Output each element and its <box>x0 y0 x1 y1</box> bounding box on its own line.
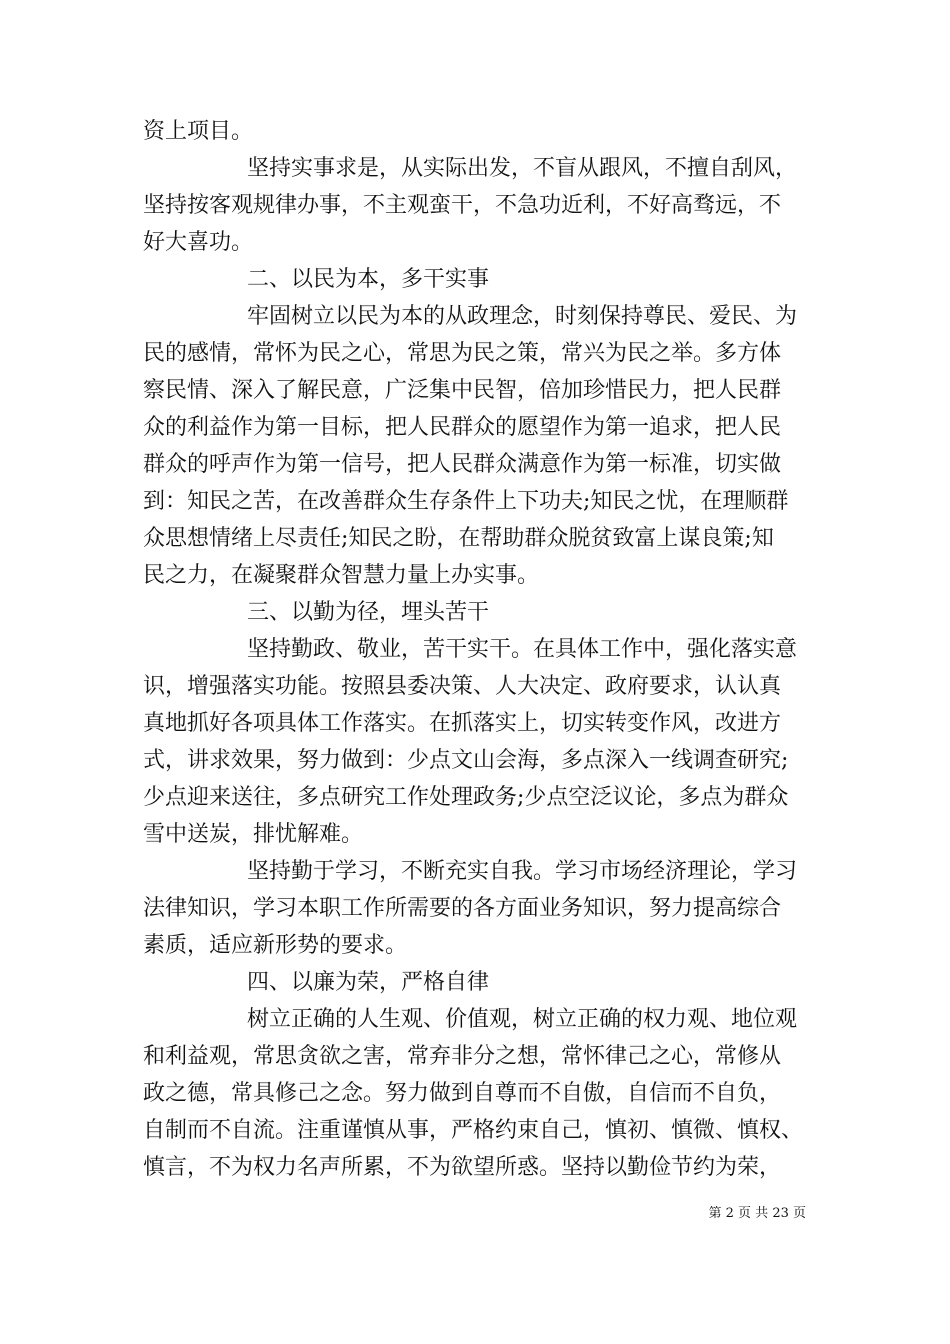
text-line: 自制而不自流。注重谨慎从事，严格约束自己，慎初、慎微、慎权、 <box>143 1118 804 1143</box>
text-line: 政之德，常具修己之念。努力做到自尊而不自傲，自信而不自负， <box>143 1081 782 1106</box>
text-line: 素质，适应新形势的要求。 <box>143 933 408 958</box>
text-line: 民的感情，常怀为民之心，常思为民之策，常兴为民之举。多方体 <box>143 341 782 366</box>
paragraph-first-line: 树立正确的人生观、价值观，树立正确的权力观、地位观 <box>247 1007 798 1032</box>
page-number: 第 2 页 共 23 页 <box>708 1206 806 1221</box>
text-line: 众的利益作为第一目标，把人民群众的愿望作为第一追求，把人民 <box>143 415 782 440</box>
document-body <box>143 113 813 1186</box>
text-line: 坚持按客观规律办事，不主观蛮干，不急功近利，不好高骛远，不 <box>143 193 782 218</box>
section-heading: 四、以廉为荣，严格自律 <box>247 970 490 995</box>
text-line: 法律知识，学习本职工作所需要的各方面业务知识，努力提高综合 <box>143 896 782 921</box>
text-line: 资上项目。 <box>143 119 254 144</box>
paragraph-first-line: 坚持勤政、敬业，苦干实干。在具体工作中，强化落实意 <box>247 637 798 662</box>
text-line: 群众的呼声作为第一信号，把人民群众满意作为第一标准，切实做 <box>143 452 782 477</box>
text-line: 式，讲求效果，努力做到：少点文山会海，多点深入一线调查研究; <box>143 748 789 773</box>
text-line: 少点迎来送往，多点研究工作处理政务;少点空泛议论，多点为群众 <box>143 785 789 810</box>
text-line: 好大喜功。 <box>143 230 254 255</box>
paragraph-first-line: 牢固树立以民为本的从政理念，时刻保持尊民、爱民、为 <box>247 304 798 329</box>
text-line: 察民情、深入了解民意，广泛集中民智，倍加珍惜民力，把人民群 <box>143 378 782 403</box>
text-line: 民之力，在凝聚群众智慧力量上办实事。 <box>143 563 540 588</box>
section-heading: 二、以民为本，多干实事 <box>247 267 490 292</box>
text-line: 识，增强落实功能。按照县委决策、人大决定、政府要求，认认真 <box>143 674 782 699</box>
text-line: 真地抓好各项具体工作落实。在抓落实上，切实转变作风，改进方 <box>143 711 782 736</box>
text-line: 和利益观，常思贪欲之害，常弃非分之想，常怀律己之心，常修从 <box>143 1044 782 1069</box>
section-heading: 三、以勤为径，埋头苦干 <box>247 600 490 625</box>
text-line: 到：知民之苦，在改善群众生存条件上下功夫;知民之忧，在理顺群 <box>143 489 789 514</box>
paragraph-first-line: 坚持实事求是，从实际出发，不盲从跟风，不擅自刮风， <box>247 156 798 181</box>
text-line: 众思想情绪上尽责任;知民之盼，在帮助群众脱贫致富上谋良策;知 <box>143 526 774 551</box>
text-line: 雪中送炭，排忧解难。 <box>143 822 364 847</box>
paragraph-first-line: 坚持勤于学习，不断充实自我。学习市场经济理论，学习 <box>247 859 798 884</box>
text-line: 慎言，不为权力名声所累，不为欲望所惑。坚持以勤俭节约为荣， <box>143 1155 782 1180</box>
